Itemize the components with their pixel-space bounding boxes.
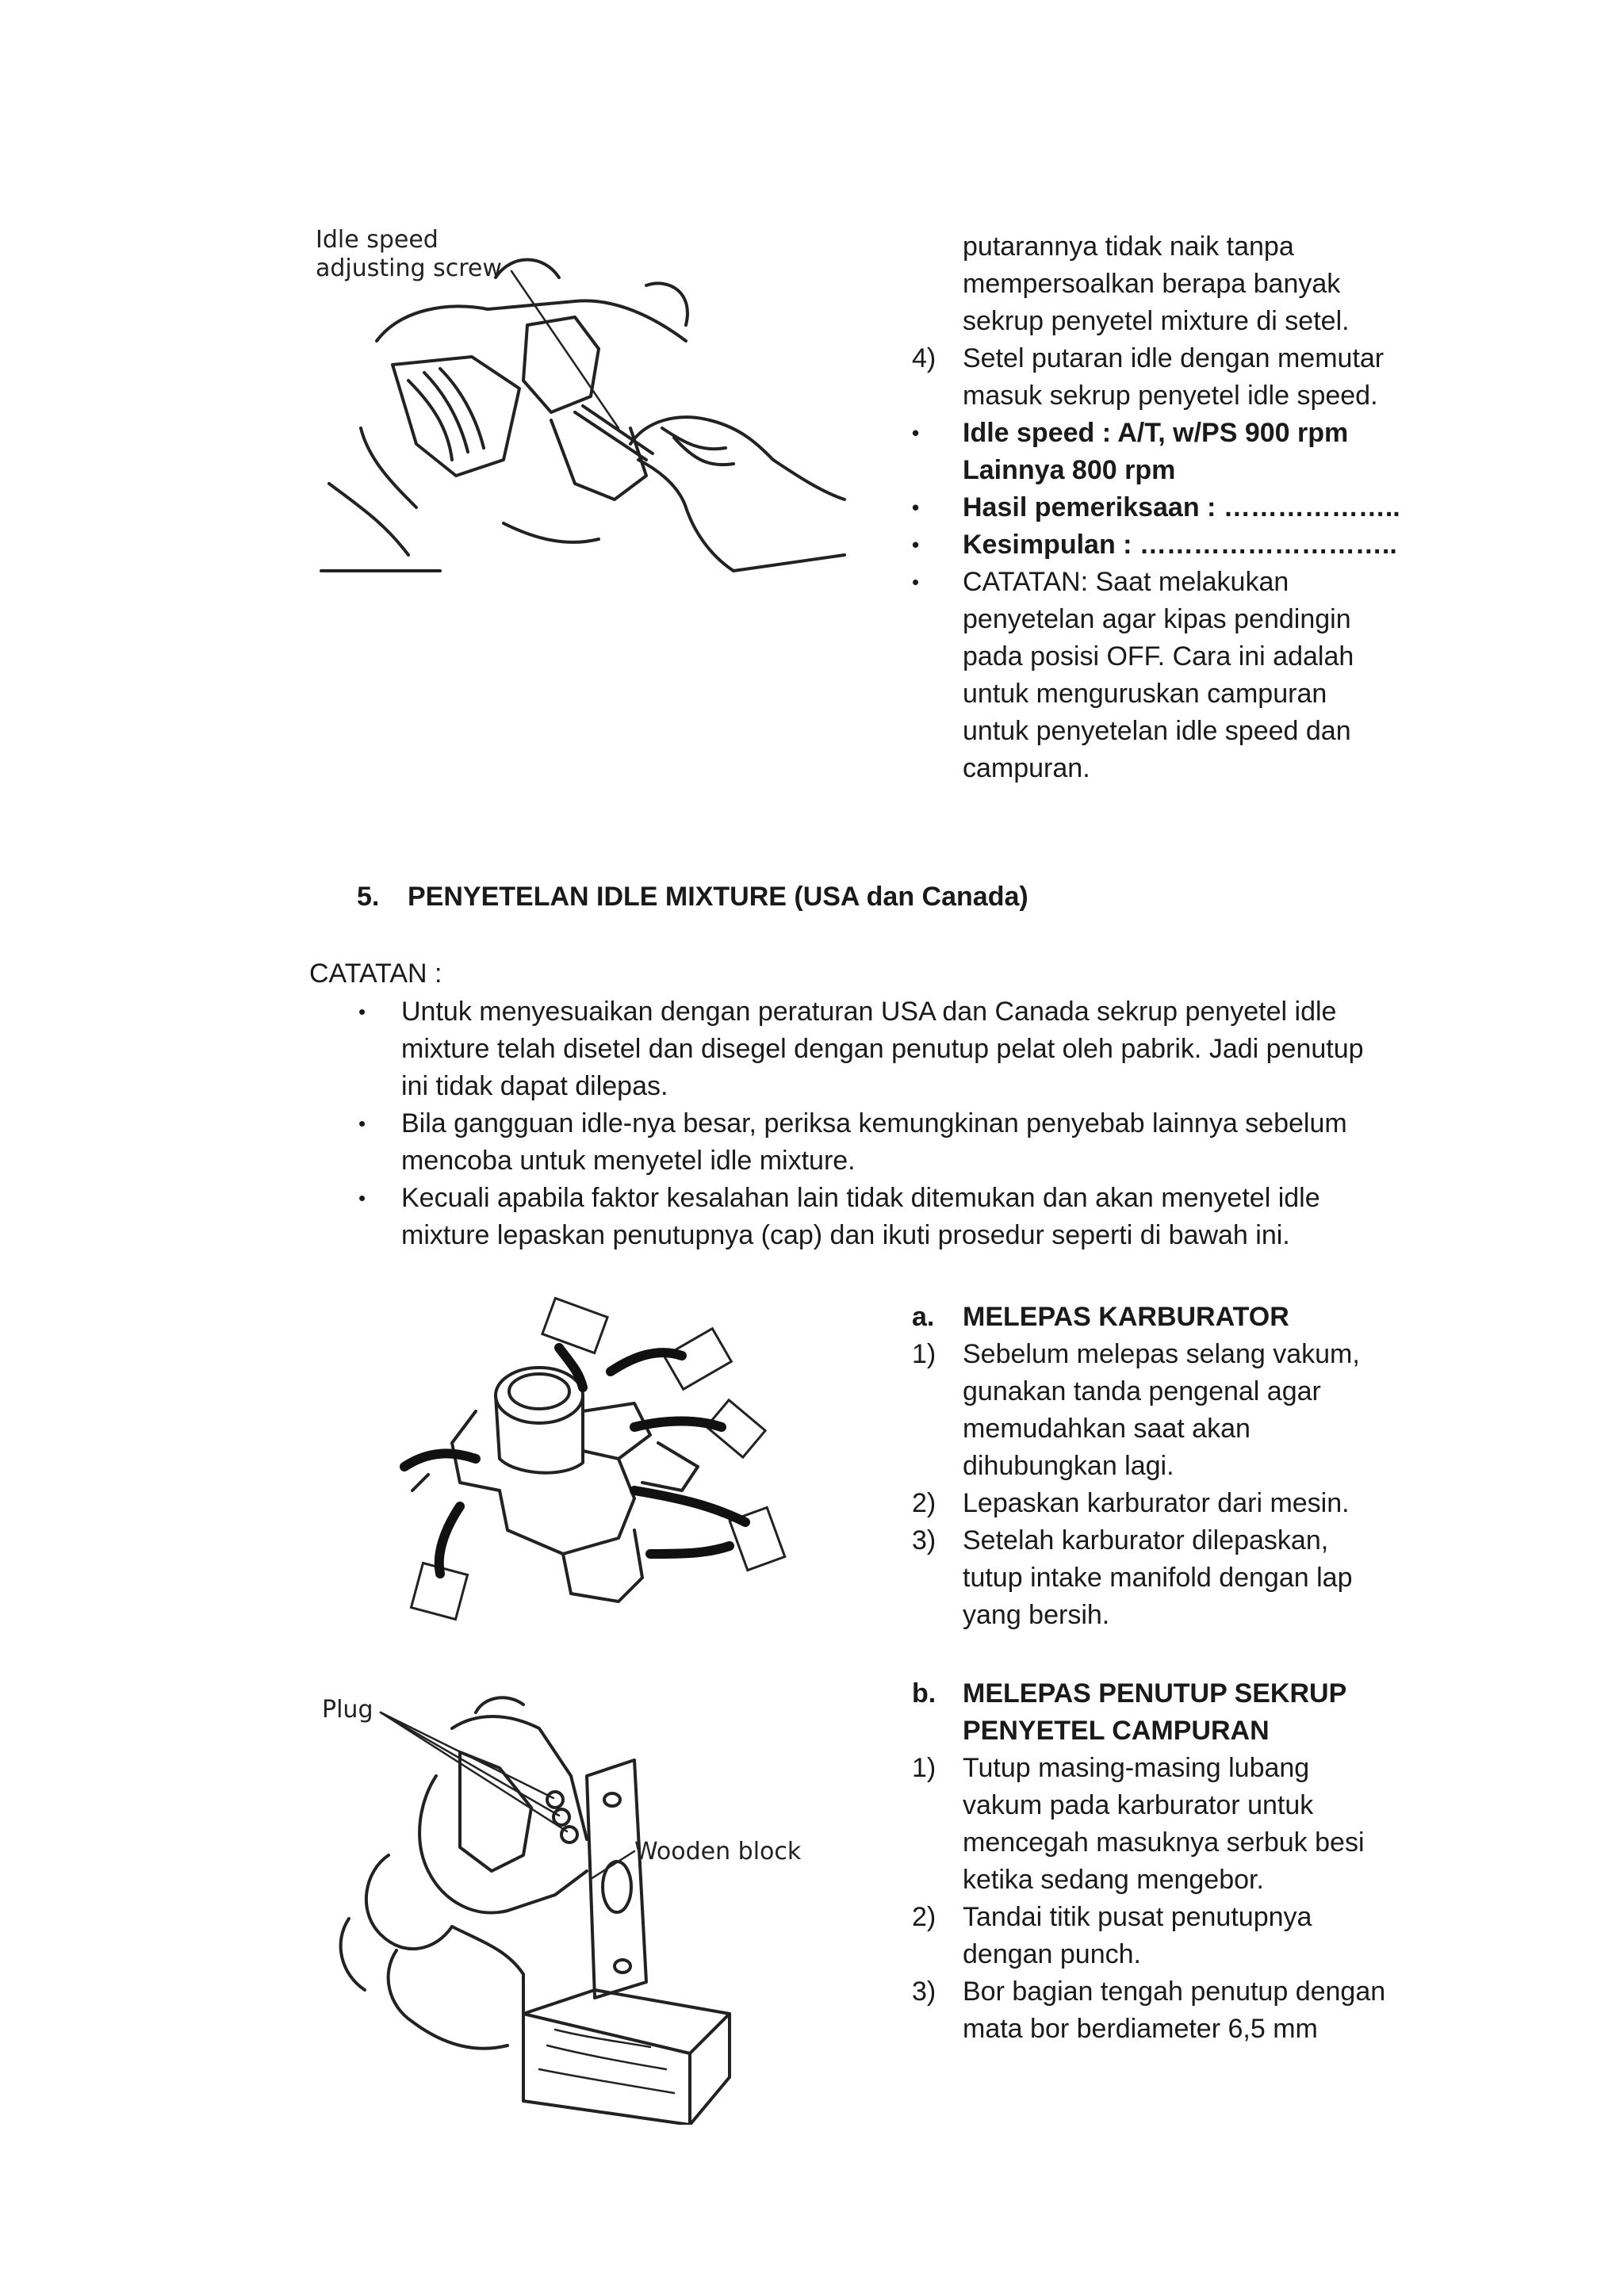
step-4 [912,340,1404,415]
step-text-line: Setel putaran idle dengan memutar [963,343,1385,373]
step-text-line: ketika sedang mengebor. [963,1865,1264,1895]
bullet-text-line: Kecuali apabila faktor kesalahan lain tidak ditemukan dan akan menyetel idle [401,1183,1320,1213]
sub-a-step-3 [912,1522,1404,1634]
sub-a-step-1 [912,1336,1404,1485]
bullet-text-line: Hasil pemeriksaan : ……………….. [963,492,1400,522]
sub-a-title: MELEPAS KARBURATOR [963,1302,1289,1332]
idle-speed-screw-illustration [313,222,852,587]
sub-a-letter: a. [912,1302,935,1332]
bullet-text-line: mencoba untuk menyetel idle mixture. [401,1146,856,1176]
continued-text-line: sekrup penyetel mixture di setel. [963,306,1350,336]
figure-label-idle-speed: Idle speed [316,226,439,254]
bullet-icon: • [358,1112,366,1135]
figure-label-adjusting-screw: adjusting screw [316,254,502,282]
step-text-line: Lepaskan karburator dari mesin. [963,1488,1350,1518]
figure-label-plug: Plug [322,1696,373,1724]
step-text-line: Setelah karburator dilepaskan, [963,1525,1329,1556]
bullet-text-line: Untuk menyesuaikan dengan peraturan USA dan Canada sekrup penyetel idle [401,997,1337,1027]
step-text-line: tutup intake manifold dengan lap [963,1563,1353,1593]
bullet-icon: • [912,496,920,519]
sub-a-heading [912,1299,1404,1336]
step-number: 3) [912,1525,936,1556]
bullet-text-line: penyetelan agar kipas pendingin [963,604,1351,634]
bullet-catatan [912,564,1404,787]
step-text-line: dihubungkan lagi. [963,1451,1174,1481]
bullet-text-line: campuran. [963,753,1090,783]
step-number: 1) [912,1339,936,1369]
bullet-text-line: mixture telah disetel dan disegel dengan penutup pelat oleh pabrik. Jadi penutup [401,1034,1364,1064]
bullet-text-line: ini tidak dapat dilepas. [401,1071,668,1101]
bullet-text-line: CATATAN: Saat melakukan [963,567,1289,597]
section-number: 5. [357,882,380,912]
step-text-line: dengan punch. [963,1939,1141,1969]
catatan-bullet [358,1105,1469,1180]
step-text-line: Tutup masing-masing lubang [963,1753,1310,1783]
sub-b-heading [912,1675,1404,1750]
step-text-line: Bor bagian tengah penutup dengan [963,1976,1386,2007]
bullet-idle-speed [912,415,1404,489]
step-text-line: mata bor berdiameter 6,5 mm [963,2014,1318,2044]
step-text-line: memudahkan saat akan [963,1414,1251,1444]
step-number: 2) [912,1488,936,1518]
step-text-line: vakum pada karburator untuk [963,1790,1314,1820]
step-text-line: Sebelum melepas selang vakum, [963,1339,1360,1369]
step-number: 4) [912,343,936,373]
catatan-bullet [358,993,1469,1105]
bullet-icon: • [912,421,920,445]
plug-wooden-block-illustration [317,1681,856,2125]
sub-a-step-2 [912,1485,1404,1522]
sub-b-title-line: MELEPAS PENUTUP SEKRUP [963,1678,1347,1709]
bullet-text-line: mixture lepaskan penutupnya (cap) dan ikuti prosedur seperti di bawah ini. [401,1220,1290,1250]
sub-section-b [912,1675,1404,2048]
bullet-text-line: Lainnya 800 rpm [963,455,1176,485]
step-number: 2) [912,1902,936,1932]
bullet-text-line: Idle speed : A/T, w/PS 900 rpm [963,418,1349,448]
sub-b-step-3 [912,1973,1404,2048]
continued-text-line: putarannya tidak naik tanpa [963,232,1294,262]
step-text-line: mencegah masuknya serbuk besi [963,1827,1365,1858]
bullet-kesimpulan [912,526,1404,564]
step-text-line: yang bersih. [963,1600,1110,1630]
step-number: 1) [912,1753,936,1783]
step-text-line: Tandai titik pusat penutupnya [963,1902,1312,1932]
bullet-icon: • [358,1000,366,1024]
bullet-text-line: Bila gangguan idle-nya besar, periksa kemungkinan penyebab lainnya sebelum [401,1108,1347,1138]
step-text-line: masuk sekrup penyetel idle speed. [963,381,1378,411]
sub-b-step-1 [912,1750,1404,1899]
bullet-icon: • [912,570,920,594]
bullet-text-line: untuk penyetelan idle speed dan [963,716,1351,746]
bullet-text-line: pada posisi OFF. Cara ini adalah [963,641,1354,672]
sub-b-step-2 [912,1899,1404,1973]
step-text-line: gunakan tanda pengenal agar [963,1376,1321,1406]
section-title: PENYETELAN IDLE MIXTURE (USA dan Canada) [408,882,1028,912]
continued-text-line: mempersoalkan berapa banyak [963,269,1341,299]
bullet-icon: • [912,533,920,557]
carburetor-hoses-illustration [381,1292,825,1625]
top-right-column [912,228,1404,787]
step-number: 3) [912,1976,936,2007]
sub-b-letter: b. [912,1678,936,1709]
sub-section-a [912,1299,1404,1634]
bullet-icon: • [358,1186,366,1210]
figure-label-wooden-block: Wooden block [634,1838,802,1866]
catatan-bullet [358,1180,1469,1254]
bullet-text-line: untuk menguruskan campuran [963,679,1327,709]
sub-b-title-line: PENYETEL CAMPURAN [963,1716,1270,1746]
bullet-text-line: Kesimpulan : ……………………….. [963,530,1397,560]
catatan-heading: CATATAN : [309,959,442,989]
catatan-list [358,993,1469,1254]
bullet-hasil-pemeriksaan [912,489,1404,526]
